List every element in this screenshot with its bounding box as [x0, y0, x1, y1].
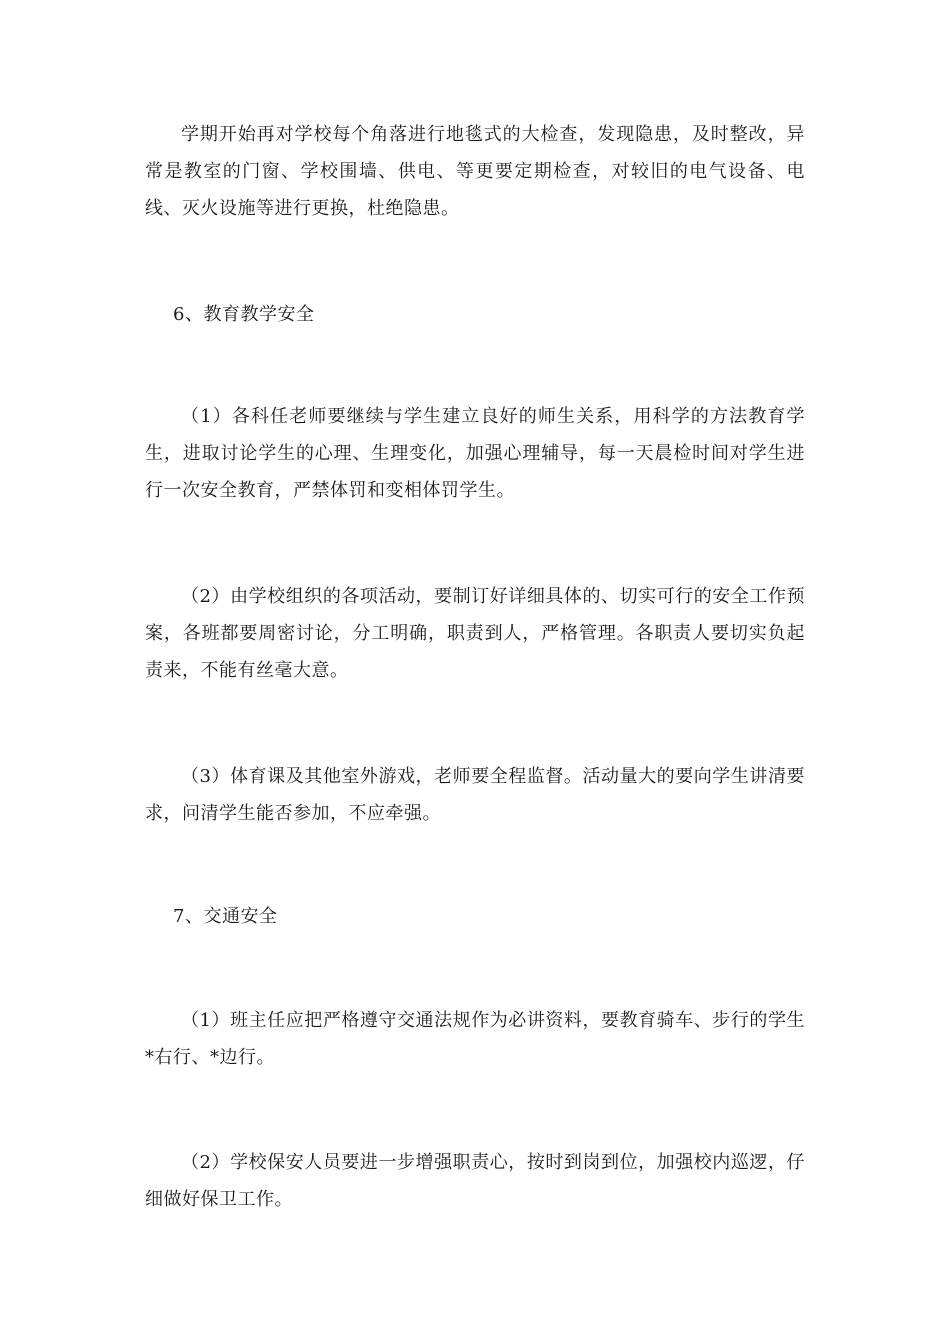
paragraph-security-staff: （2）学校保安人员要进一步增强职责心，按时到岗到位，加强校内巡逻，仔细做好保卫工作。	[145, 1152, 805, 1210]
paragraph-pe-supervision: （3）体育课及其他室外游戏，老师要全程监督。活动量大的要向学生讲清要求，问清学生能否参加，不应牵强。	[145, 766, 805, 824]
paragraph-inspection: 学期开始再对学校每个角落进行地毯式的大检查，发现隐患，及时整改，异常是教室的门窗、学校围墙、供电、等更要定期检查，对较旧的电气设备、电线、灭火设施等进行更换，杜绝隐患。	[145, 124, 805, 219]
paragraph-teacher-relations: （1）各科任老师要继续与学生建立良好的师生关系，用科学的方法教育学生，进取讨论学生的心理、生理变化，加强心理辅导，每一天晨检时间对学生进行一次安全教育，严禁体罚和变相体罚学生。	[145, 406, 805, 501]
paragraph-activity-plans: （2）由学校组织的各项活动，要制订好详细具体的、切实可行的安全工作预案，各班都要周密讨论，分工明确，职责到人，严格管理。各职责人要切实负起责来，不能有丝毫大意。	[145, 586, 805, 681]
paragraph-traffic-rules: （1）班主任应把严格遵守交通法规作为必讲资料，要教育骑车、步行的学生*右行、*边行。	[145, 1010, 805, 1068]
section-heading-teaching-safety: 6、教育教学安全	[173, 304, 315, 325]
section-heading-traffic-safety: 7、交通安全	[173, 906, 278, 927]
